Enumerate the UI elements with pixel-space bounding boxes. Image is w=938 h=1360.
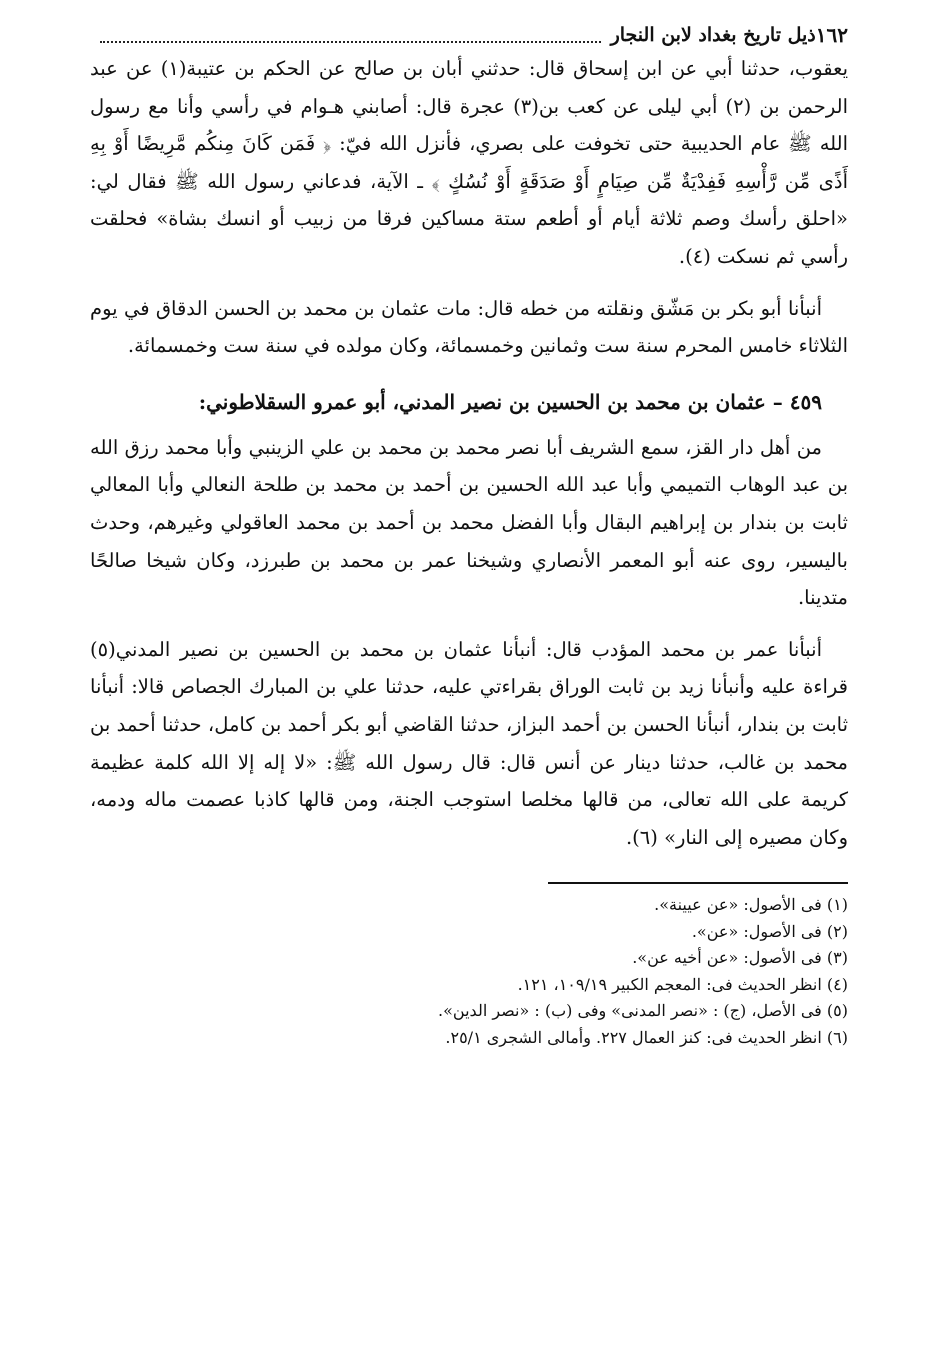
paragraph-hadith-continuation: يعقوب، حدثنا أبي عن ابن إسحاق قال: حدثني أبان بن صالح عن الحكم بن عتيبة(١) عن عبد الرحمن بن (٢) أبي ليلى عن كعب بن(٣) عجرة قال: أصابني هـوام في رأسي وأنا مع رسول الله ﷺ عام الحديبية حتى تخوفت على بصري، فأنزل الله فيّ: ﴿ فَمَن كَانَ مِنكُم مَّرِيضًا أَوْ بِهِ أَذًى مِّن رَّأْسِهِ فَفِدْيَةٌ مِّن صِيَامٍ أَوْ صَدَقَةٍ أَوْ نُسُكٍ ﴾ ـ الآية، فدعاني رسول الله ﷺ فقال لي: «احلق رأسك وصم ثلاثة أيام أو أطعم ستة مساكين فرقا من زبيب أو انسك بشاة» فحلقت رأسي ثم نسكت (٤). xyxy=(90,57,848,268)
footnote-6: (٦) انظر الحديث فى: كنز العمال ٢٢٧. وأمالى الشجرى ٢٥/١. xyxy=(445,1027,848,1047)
footnote-4: (٤) انظر الحديث فى: المعجم الكبير ١٠٩/١٩، ١٢١. xyxy=(517,974,848,994)
book-page xyxy=(90,20,848,1051)
paragraph-biography: من أهل دار القز، سمع الشريف أبا نصر محمد بن محمد بن علي الزينبي وأبا محمد رزق الله بن عبد الوهاب التميمي وأبا عبد الله الحسين بن أحمد بن محمد بن طلحة النعالي وأبا المعالي ثابت بن بندار بن إبراهيم البقال وأبا الفضل محمد بن أحمد بن محمد العاقولي وغيرهم، وحدث باليسير، روى عنه أبو المعمر الأنصاري وشيخنا عمر بن محمد بن طبرزد، وكان شيخا صالحًا متدينا. xyxy=(90,435,848,610)
footnote-3: (٣) فى الأصول: «عن أخيه عن». xyxy=(632,948,848,968)
running-header xyxy=(90,20,848,50)
page-number: ١٦٢ xyxy=(815,23,848,47)
footnote-5: (٥) فى الأصل، (ج) : «نصر المدنى» وفى (ب) : «نصر الدين». xyxy=(438,1001,848,1021)
footnote-2: (٢) فى الأصول: «عن». xyxy=(691,921,848,941)
header-dotted-leader xyxy=(100,27,601,43)
footnotes xyxy=(90,892,848,1051)
paragraph-gap xyxy=(90,365,848,379)
footnote-1: (١) فى الأصول: «عن عيينة». xyxy=(654,895,848,915)
paragraph-gap xyxy=(90,617,848,631)
paragraph-death-note: أنبأنا أبو بكر بن مَشّق ونقلته من خطه قال: مات عثمان بن محمد بن الحسن الدقاق في يوم الثلاثاء خامس المحرم سنة ست وثمانين وخمسمائة، وكان مولده في سنة ست وخمسمائة. xyxy=(90,296,848,358)
running-title: ذيل تاريخ بغداد لابن النجار xyxy=(610,24,816,46)
biography-entry-heading: ٤٥٩ – عثمان بن محمد بن الحسين بن نصير المدني، أبو عمرو السقلاطوني: xyxy=(198,389,822,414)
paragraph-hadith-chain: أنبأنا عمر بن محمد المؤدب قال: أنبأنا عثمان بن محمد بن الحسين بن نصير المدني(٥) قراءة عليه وأنبأنا زيد بن ثابت الوراق بقراءتي عليه، حدثنا علي بن المبارك الجصاص قالا: أنبأنا ثابت بن بندار، أنبأنا الحسن بن أحمد البزاز، حدثنا القاضي أبو بكر أحمد بن كامل، حدثنا أحمد بن محمد بن غالب، حدثنا دينار عن أنس قال: قال رسول الله ﷺ: «لا إله إلا الله كلمة عظيمة كريمة على الله تعالى، من قالها مخلصا استوجب الجنة، ومن قالها كاذبا عصمت ماله ودمه، وكان مصيره إلى النار» (٦). xyxy=(90,637,848,849)
paragraph-gap xyxy=(90,276,848,290)
footnote-separator xyxy=(548,882,848,884)
